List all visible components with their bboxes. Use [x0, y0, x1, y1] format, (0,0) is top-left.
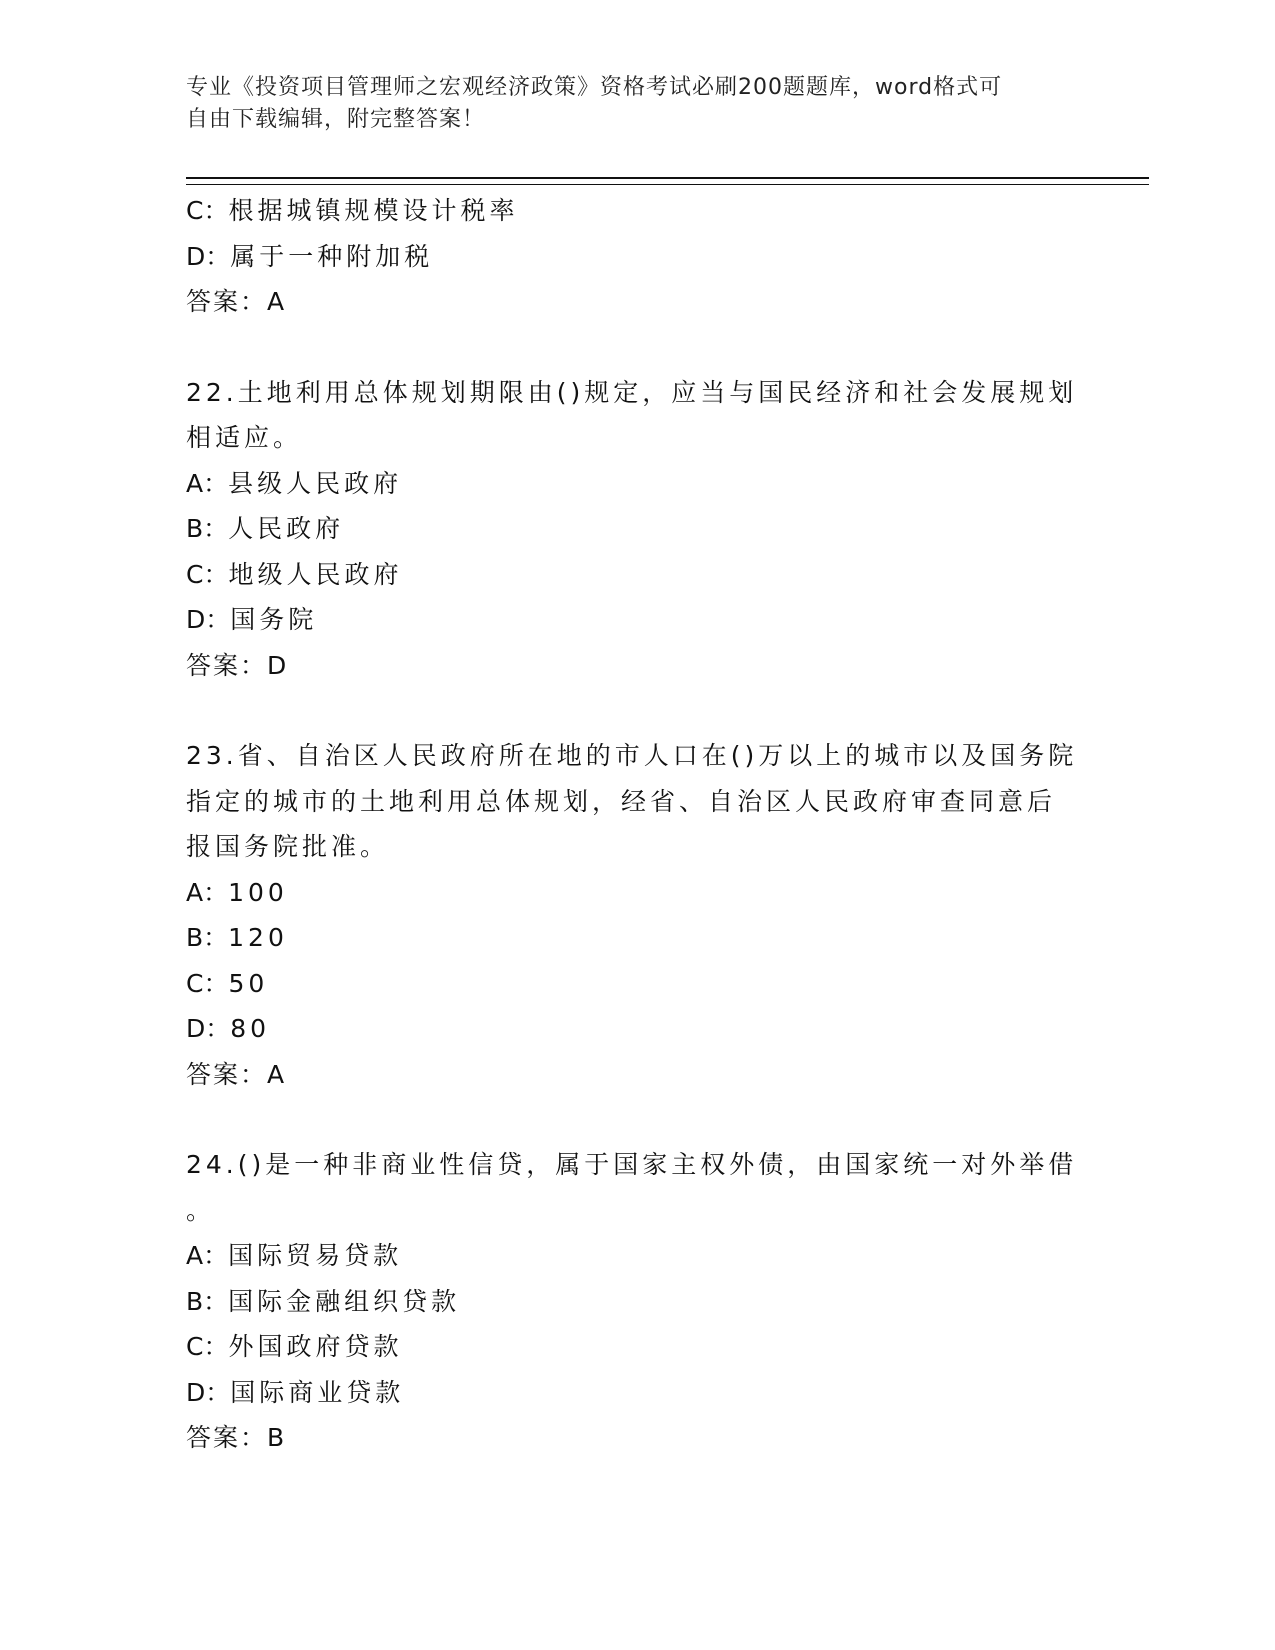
question-24	[186, 1142, 1078, 1461]
option-text: 国务院	[230, 605, 318, 634]
document-header	[186, 72, 1066, 136]
option-text: 80	[230, 1014, 271, 1043]
answer-line: 答案：B	[186, 1423, 287, 1452]
option-text: 人民政府	[228, 514, 345, 543]
question-text-line: 指定的城市的土地利用总体规划，经省、自治区人民政府审查同意后	[186, 786, 1057, 816]
option-text: 国际贸易贷款	[228, 1241, 403, 1270]
option-letter: C：	[186, 968, 229, 998]
option-letter: D：	[186, 1014, 231, 1043]
option-text: 120	[228, 923, 288, 952]
option-text: 100	[228, 877, 288, 907]
option-c	[186, 961, 1066, 1007]
option-a	[186, 1233, 1066, 1279]
option-a	[186, 461, 1066, 507]
option-text: 县级人民政府	[228, 468, 403, 498]
option-d	[186, 234, 1066, 280]
option-c	[186, 188, 1066, 234]
option-text: 国际商业贷款	[230, 1377, 405, 1407]
option-letter: A：	[186, 877, 229, 907]
option-a	[186, 870, 1066, 916]
option-letter: B：	[186, 923, 229, 952]
question-text-line: 。	[186, 1195, 216, 1225]
option-text: 根据城镇规模设计税率	[228, 196, 519, 225]
option-text: 国际金融组织贷款	[228, 1286, 461, 1316]
prev-question	[186, 188, 1066, 325]
option-text: 外国政府贷款	[228, 1332, 403, 1361]
option-text: 50	[228, 968, 269, 998]
question-content	[186, 188, 1078, 1461]
option-letter: C：	[186, 1332, 229, 1361]
option-b	[186, 915, 1066, 961]
question-text-line: 相适应。	[186, 423, 303, 452]
option-b	[186, 1279, 1066, 1325]
option-letter: C：	[186, 559, 229, 589]
header-line-2: 自由下载编辑，附完整答案！	[186, 107, 486, 132]
option-letter: D：	[186, 1377, 231, 1407]
header-divider	[186, 177, 1149, 185]
option-letter: A：	[186, 1241, 229, 1270]
option-c	[186, 1324, 1066, 1370]
question-text-line: 23.省、自治区人民政府所在地的市人口在()万以上的城市以及国务院	[186, 741, 1078, 770]
option-letter: A：	[186, 468, 229, 498]
answer-line: 答案：D	[186, 650, 289, 680]
question-22	[186, 370, 1078, 689]
option-letter: B：	[186, 1286, 229, 1316]
question-text-line: 24.()是一种非商业性信贷，属于国家主权外债，由国家统一对外举借	[186, 1150, 1078, 1179]
question-23	[186, 733, 1078, 1097]
option-letter: B：	[186, 514, 229, 543]
option-letter: D：	[186, 241, 231, 271]
option-d	[186, 1006, 1066, 1052]
question-text-line: 22.土地利用总体规划期限由()规定，应当与国民经济和社会发展规划	[186, 377, 1078, 407]
question-text-line: 报国务院批准。	[186, 832, 390, 861]
option-d	[186, 1370, 1066, 1416]
option-c	[186, 552, 1066, 598]
option-text: 属于一种附加税	[230, 241, 434, 271]
option-d	[186, 597, 1066, 643]
option-letter: D：	[186, 605, 231, 634]
option-b	[186, 506, 1066, 552]
option-text: 地级人民政府	[228, 559, 403, 589]
answer-line: 答案：A	[186, 1059, 287, 1089]
answer-line: 答案：A	[186, 287, 287, 316]
header-line-1: 专业《投资项目管理师之宏观经济政策》资格考试必刷200题题库，word格式可	[186, 75, 1003, 100]
option-letter: C：	[186, 196, 229, 225]
